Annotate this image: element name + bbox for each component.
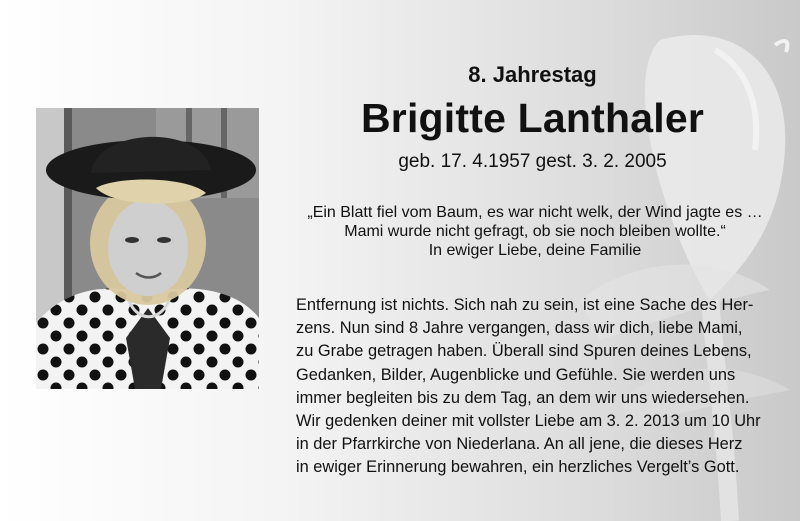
anniversary-title: 8. Jahrestag (468, 62, 597, 87)
quote-signature: In ewiger Liebe, deine Familie (428, 242, 642, 259)
body-line: Wir gedenken deiner mit vollster Liebe am 3. 2. 2013 um 10 Uhr (296, 412, 761, 431)
body-line: in ewiger Erinnerung bewahren, ein herzliches Vergelt’s Gott. (296, 458, 740, 477)
body-line: immer begleiten bis zu dem Tag, an dem wir uns wiedersehen. (296, 388, 750, 407)
obituary-heading (300, 62, 765, 174)
deceased-name: Brigitte Lanthaler (360, 95, 705, 141)
quote-line: „Ein Blatt fiel vom Baum, es war nicht welk, der Wind jagte es … (307, 204, 763, 221)
body-line: Entfernung ist nichts. Sich nah zu sein, ist eine Sache des Her- (296, 296, 754, 314)
body-line: zens. Nun sind 8 Jahre vergangen, dass wir dich, liebe Mami, (296, 319, 743, 338)
memorial-text (296, 294, 766, 480)
memorial-quote (285, 203, 785, 260)
body-line: Gedanken, Bilder, Augenblicke und Gefühle. Sie werden uns (296, 365, 736, 384)
life-dates: geb. 17. 4.1957 gest. 3. 2. 2005 (398, 151, 667, 172)
body-line: zu Grabe getragen haben. Überall sind Spuren deines Lebens, (296, 342, 752, 361)
body-line: in der Pfarrkirche von Niederlana. An all jene, die dieses Herz (296, 435, 743, 454)
portrait-photo (36, 108, 259, 389)
quote-line: Mami wurde nicht gefragt, ob sie noch bleiben wollte.“ (344, 223, 726, 240)
